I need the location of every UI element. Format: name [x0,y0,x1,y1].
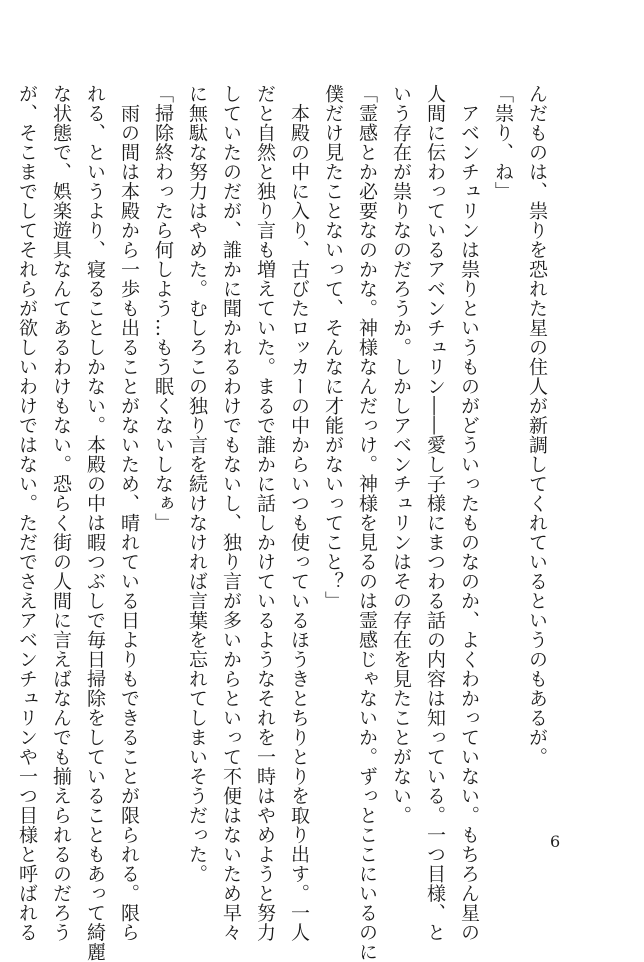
vertical-text-body [16,84,554,962]
text-line: 僕だけ見たことないって、そんなに才能がないってこと？」 [322,84,344,611]
text-line: 「霊感とか必要なのかな。神様なんだっけ。神様を見るのは霊感じゃないか。ずっとここにいるのに [356,84,378,962]
page-number: 6 [550,832,561,851]
text-line: アベンチュリンは祟りというものがどういったものなのか、よくわかっていない。もちろん星の [458,84,480,942]
text-line: んだものは、祟りを恐れた星の住人が新調してくれているというのもあるが。 [526,84,548,767]
text-line: に無駄な努力はやめた。むしろこの独り言を続けなければ言葉を忘れてしまいそうだった。 [186,84,208,884]
text-line: 本殿の中に入り、古びたロッカーの中からいつも使っているほうきとちりとりを取り出す。一人 [288,84,310,942]
text-line: 「祟り、ね」 [492,84,514,201]
text-line: していたのだが、誰かに聞かれるわけでもないし、独り言が多いからといって不便はないため早々 [220,84,242,942]
text-line: 雨の間は本殿から一歩も出ることがないため、晴れている日よりもできることが限られる。限ら [118,84,140,942]
text-line: が、そこまでしてそれらが欲しいわけではない。ただでさえアベンチュリンや一つ目様と呼ばれる [16,84,38,942]
text-line: な状態で、娯楽遊具なんてあるわけもない。恐らく街の人間に言えばなんでも揃えられるのだろう [50,84,72,942]
text-line: 人間に伝わっているアベンチュリン――愛し子様にまつわる話の内容は知っている。一つ目様、と [424,84,446,942]
text-line: だと自然と独り言も増えていた。まるで誰かに話しかけているようなそれを一時はやめようと努力 [254,84,276,942]
text-line: いう存在が祟りなのだろうか。しかしアベンチュリンはその存在を見たことがない。 [390,84,412,825]
text-line: 「掃除終わったら何しよう…もう眠くないしなぁ」 [152,84,174,533]
text-line: れる、というより、寝ることしかない。本殿の中は暇つぶしで毎日掃除をしていることもあって綺麗 [84,84,106,962]
